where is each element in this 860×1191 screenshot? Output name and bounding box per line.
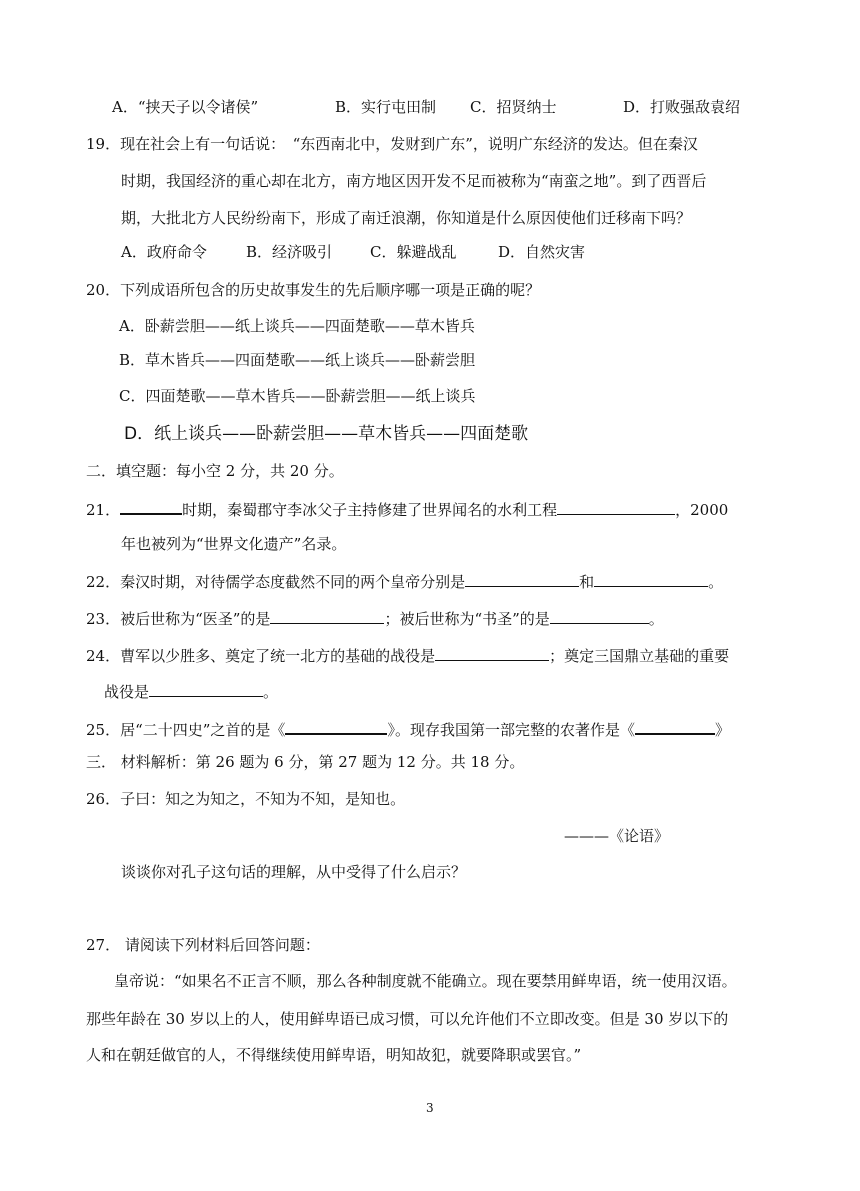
q19-line-2: 时期，我国经济的重心却在北方，南方地区因开发不足而被称为“南蛮之地”。到了西晋后 bbox=[121, 172, 707, 190]
q21-text-2: ，2000 bbox=[675, 501, 729, 519]
q18-options bbox=[112, 97, 740, 117]
q25-text-3: 》 bbox=[714, 721, 730, 739]
q22-text-1: 22．秦汉时期，对待儒学态度截然不同的两个皇帝分别是 bbox=[86, 573, 466, 591]
q21-blank-2[interactable] bbox=[557, 498, 675, 515]
q20-stem: 20．下列成语所包含的历史故事发生的先后顺序哪一项是正确的呢？ bbox=[86, 281, 541, 299]
q20-option-c: C．四面楚歌——草木皆兵——卧薪尝胆——纸上谈兵 bbox=[119, 387, 476, 405]
q27-stem: 27． 请阅读下列材料后回答问题： bbox=[86, 936, 320, 954]
q26-source: ———《论语》 bbox=[564, 827, 670, 845]
q25-line bbox=[86, 717, 730, 740]
q24-text-1: 24．曹军以少胜多、奠定了统一北方的基础的战役是 bbox=[86, 647, 436, 665]
q25-text-2: 》。现存我国第一部完整的农著作是《 bbox=[387, 721, 635, 739]
q24-line-1 bbox=[86, 644, 729, 666]
q24-text-2: ；奠定三国鼎立基础的重要 bbox=[549, 647, 730, 665]
q21-text-1: 时期，秦蜀郡守李冰父子主持修建了世界闻名的水利工程 bbox=[182, 501, 558, 519]
q26-prompt: 谈谈你对孔子这句话的理解，从中受得了什么启示？ bbox=[121, 863, 467, 881]
q24-line-2 bbox=[104, 680, 278, 702]
q27-material-line-3: 人和在朝廷做官的人，不得继续使用鲜卑语，明知故犯，就要降职或罢官。” bbox=[86, 1046, 582, 1064]
q19-line-3: 期，大批北方人民纷纷南下，形成了南迁浪潮，你知道是什么原因使他们迁移南下吗？ bbox=[121, 209, 692, 227]
q24-text-3: 战役是 bbox=[104, 683, 150, 701]
q21-line-2: 年也被列为“世界文化遗产”名录。 bbox=[121, 535, 347, 553]
q27-material-line-1: 皇帝说：“如果名不正言不顺，那么各种制度就不能确立。现在要禁用鲜卑语，统一使用汉语。 bbox=[114, 972, 737, 990]
q19-option-b: B．经济吸引 bbox=[246, 243, 333, 261]
q23-blank-1[interactable] bbox=[270, 607, 384, 624]
q23-text-1: 23．被后世称为“医圣”的是 bbox=[86, 610, 271, 628]
q26-quote: 26．子曰：知之为知之，不知为不知，是知也。 bbox=[86, 790, 406, 808]
q20-option-a: A．卧薪尝胆——纸上谈兵——四面楚歌——草木皆兵 bbox=[119, 317, 475, 335]
q23-line bbox=[86, 607, 664, 629]
q21-number: 21． bbox=[86, 501, 121, 519]
q19-options bbox=[121, 242, 585, 262]
q27-material-line-2: 那些年龄在 30 岁以上的人，使用鲜卑语已成习惯，可以允许他们不立即改变。但是 30 岁以下的 bbox=[86, 1010, 729, 1028]
q22-line bbox=[86, 570, 723, 592]
q23-text-3: 。 bbox=[648, 610, 664, 628]
q23-blank-2[interactable] bbox=[550, 607, 649, 624]
q18-option-b: B．实行屯田制 bbox=[335, 98, 437, 116]
q19-line-1: 19．现在社会上有一句话说： “东西南北中，发财到广东”，说明广东经济的发达。但在秦汉 bbox=[86, 135, 698, 153]
q25-text-1: 25．居“二十四史”之首的是《 bbox=[86, 721, 286, 739]
q21-blank-1[interactable] bbox=[120, 497, 182, 515]
q24-text-4: 。 bbox=[263, 683, 279, 701]
q22-blank-1[interactable] bbox=[465, 570, 579, 587]
q19-option-d: D．自然灾害 bbox=[498, 243, 586, 261]
q20-option-d: D．纸上谈兵——卧薪尝胆——草木皆兵——四面楚歌 bbox=[124, 424, 529, 444]
q25-blank-2[interactable] bbox=[635, 717, 715, 735]
q19-option-c: C．躲避战乱 bbox=[370, 243, 457, 261]
q22-text-2: 和 bbox=[579, 573, 595, 591]
section-3-heading: 三． 材料解析：第 26 题为 6 分，第 27 题为 12 分。共 18 分。 bbox=[86, 753, 525, 771]
q21-line-1 bbox=[86, 497, 728, 520]
q24-blank-2[interactable] bbox=[149, 680, 263, 697]
q18-option-c: C．招贤纳士 bbox=[470, 98, 557, 116]
q25-blank-1[interactable] bbox=[285, 717, 387, 735]
q22-blank-2[interactable] bbox=[594, 570, 708, 587]
q18-option-d: D．打败强敌袁绍 bbox=[623, 98, 741, 116]
q22-text-3: 。 bbox=[708, 573, 724, 591]
section-2-heading: 二．填空题：每小空 2 分，共 20 分。 bbox=[86, 462, 344, 480]
page-number: 3 bbox=[426, 1101, 434, 1115]
q24-blank-1[interactable] bbox=[435, 644, 549, 661]
q23-text-2: ；被后世称为“书圣”的是 bbox=[384, 610, 550, 628]
q18-option-a: A．“挟天子以令诸侯” bbox=[112, 98, 259, 116]
q19-option-a: A．政府命令 bbox=[121, 243, 207, 261]
q20-option-b: B．草木皆兵——四面楚歌——纸上谈兵——卧薪尝胆 bbox=[119, 351, 476, 369]
